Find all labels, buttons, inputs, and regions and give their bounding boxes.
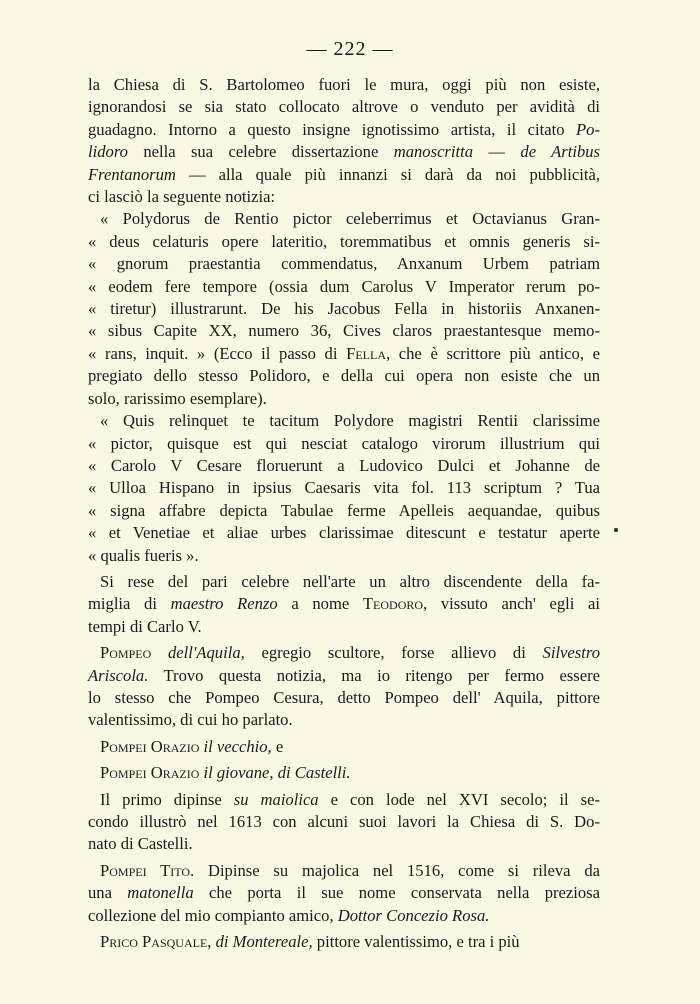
paragraph — [88, 74, 600, 208]
italic-run: dell'Aquila, — [167, 643, 245, 663]
text-run: « eodem fere tempore (ossia dum Carolus V Imperator rerum po- — [88, 276, 600, 296]
text-line — [88, 811, 600, 833]
text-line — [88, 616, 600, 638]
text-line — [88, 593, 600, 615]
text-line — [88, 665, 600, 687]
italic-run: su maiolica — [233, 789, 319, 809]
italic-run: Dottor Concezio Rosa. — [337, 905, 490, 925]
text-line — [88, 74, 600, 96]
text-run — [151, 643, 168, 662]
page-number: — 222 — — [306, 38, 394, 60]
text-run: — — [473, 142, 521, 162]
small-caps-run: Pompei Orazio — [100, 736, 200, 756]
text-run: e — [271, 736, 284, 756]
text-run: « rans, inquit. » (Ecco il passo di — [88, 343, 347, 363]
text-run: tempi di Carlo V. — [88, 616, 202, 636]
paragraph — [88, 736, 600, 758]
paragraph — [88, 571, 600, 638]
text-run: una — [88, 883, 128, 903]
text-run: lo stesso che Pompeo Cesura, detto Pompeo dell' Aquila, pittore — [88, 687, 600, 707]
text-line — [88, 208, 600, 230]
text-run: solo, rarissimo esemplare). — [88, 388, 267, 408]
text-line — [88, 477, 600, 499]
text-run: Il primo dipinse — [100, 789, 234, 809]
text-run: « sibus Capite XX, numero 36, Cives claros praestantesque memo- — [88, 321, 600, 341]
text-line — [88, 164, 600, 186]
small-caps-run: Teodoro — [362, 594, 424, 614]
text-line — [88, 905, 600, 927]
text-run: a nome — [277, 594, 363, 614]
italic-run: Po- — [576, 119, 600, 139]
paragraph — [88, 860, 600, 927]
text-run: collezione del mio compianto amico, — [88, 905, 338, 925]
italic-run: manoscritta — [393, 142, 474, 162]
paragraph — [88, 931, 600, 953]
paragraph — [88, 762, 600, 784]
text-run: « pictor, quisque est qui nesciat catalogo virorum illustrium qui — [88, 433, 600, 453]
text-line — [88, 571, 600, 593]
text-line — [88, 687, 600, 709]
text-run: nella sua celebre dissertazione — [127, 142, 394, 162]
text-line — [88, 253, 600, 275]
text-line — [88, 96, 600, 118]
text-line — [88, 762, 600, 784]
text-run: miglia di — [88, 594, 171, 614]
text-run: e con lode nel XVI secolo; il se- — [318, 789, 600, 809]
text-line — [88, 141, 600, 163]
text-run: , che è scrittore più antico, e — [385, 343, 601, 363]
text-line — [88, 882, 600, 904]
paragraph — [88, 208, 600, 410]
italic-run: il giovane, di Castelli. — [203, 763, 351, 783]
text-line — [88, 500, 600, 522]
text-run: guadagno. Intorno a questo insigne ignotissimo artista, il citato — [88, 119, 577, 139]
italic-run: lidoro — [88, 142, 128, 162]
text-line — [88, 388, 600, 410]
small-caps-run: Pompei Orazio — [100, 763, 200, 783]
text-line — [88, 410, 600, 432]
text-run: . Dipinse su majolica nel 1516, come si rileva da — [190, 860, 600, 880]
text-line — [88, 231, 600, 253]
paragraph — [88, 642, 600, 732]
text-run: la Chiesa di S. Bartolomeo fuori le mura, oggi più non esiste, — [88, 75, 600, 94]
text-line — [88, 709, 600, 731]
text-run: pittore valentissimo, e tra i più — [312, 932, 520, 952]
text-line — [88, 860, 600, 882]
text-run: che porta il sue nome conservata nella preziosa — [193, 883, 600, 903]
small-caps-run: Fella — [346, 343, 386, 363]
text-run: ci lasciò la seguente notizia: — [88, 187, 276, 207]
text-run: « Carolo V Cesare floruerunt a Ludovico Dulci et Johanne de — [88, 455, 600, 475]
small-caps-run: Pompeo — [100, 643, 152, 663]
italic-run: maestro Renzo — [170, 594, 278, 614]
small-caps-run: Pompei Tito — [100, 860, 190, 880]
text-run: — alla quale più innanzi si darà da noi pubblicità, — [175, 164, 600, 184]
text-run: condo illustrò nel 1613 con alcuni suoi lavori la Chiesa di S. Do- — [88, 812, 600, 831]
text-run: ignorandosi se sia stato collocato altrove o venduto per avidità di — [88, 97, 600, 117]
text-run: « qualis fueris ». — [88, 545, 199, 565]
text-line — [88, 736, 600, 758]
text-line — [88, 276, 600, 298]
text-run: « gnorum praestantia commendatus, Anxanum Urbem patriam — [88, 254, 600, 274]
text-run: « tiretur) illustrarunt. De his Jacobus Fella in historiis Anxanen- — [88, 299, 600, 319]
italic-run: di Montereale, — [215, 932, 313, 952]
italic-run: matonella — [127, 883, 194, 903]
text-line — [88, 789, 600, 811]
page-text — [88, 74, 600, 953]
paragraph — [88, 410, 600, 567]
text-line — [88, 522, 600, 544]
text-run: , vissuto anch' egli ai — [423, 594, 600, 614]
text-line — [88, 119, 600, 141]
text-line — [88, 455, 600, 477]
text-line — [88, 545, 600, 567]
text-run: « et Venetiae et aliae urbes clarissimae ditescunt e testatur aperte — [88, 523, 600, 543]
italic-run: de Artibus — [520, 142, 600, 162]
text-run: pregiato dello stesso Polidoro, e della cui opera non esiste che un — [88, 366, 600, 386]
italic-run: Ariscola. — [88, 665, 149, 685]
paragraph — [88, 789, 600, 856]
text-run: « signa affabre depicta Tabulae ferme Apelleis aequandae, quibus — [88, 500, 600, 520]
text-run: Trovo questa notizia, ma io ritengo per fermo essere — [148, 665, 600, 685]
text-line — [88, 320, 600, 342]
text-run: « deus celaturis opere lateritio, toremmatibus et omnis generis si- — [88, 231, 600, 251]
text-line — [88, 642, 600, 664]
small-caps-run: Prico Pasquale — [100, 932, 208, 952]
text-run: egregio scultore, forse allievo di — [244, 643, 543, 663]
text-run: valentissimo, di cui ho parlato. — [88, 710, 293, 730]
text-run: nato di Castelli. — [88, 834, 193, 854]
text-run: « Ulloa Hispano in ipsius Caesaris vita fol. 113 scriptum ? Tua — [88, 478, 600, 498]
italic-run: Silvestro — [542, 643, 600, 663]
text-run: « Quis relinquet te tacitum Polydore magistri Rentii clarissime — [100, 411, 600, 431]
italic-run: il vecchio, — [203, 736, 272, 756]
ink-speck — [614, 528, 618, 532]
text-line — [88, 433, 600, 455]
text-run: , — [207, 932, 216, 952]
text-line — [88, 298, 600, 320]
text-run: Si rese del pari celebre nell'arte un altro discendente della fa- — [100, 571, 600, 591]
text-line — [88, 186, 600, 208]
text-line — [88, 833, 600, 855]
italic-run: Frentanorum — [88, 164, 176, 184]
text-line — [88, 365, 600, 387]
text-run: « Polydorus de Rentio pictor celeberrimus et Octavianus Gran- — [100, 209, 600, 229]
text-line — [88, 343, 600, 365]
text-line — [88, 931, 600, 953]
